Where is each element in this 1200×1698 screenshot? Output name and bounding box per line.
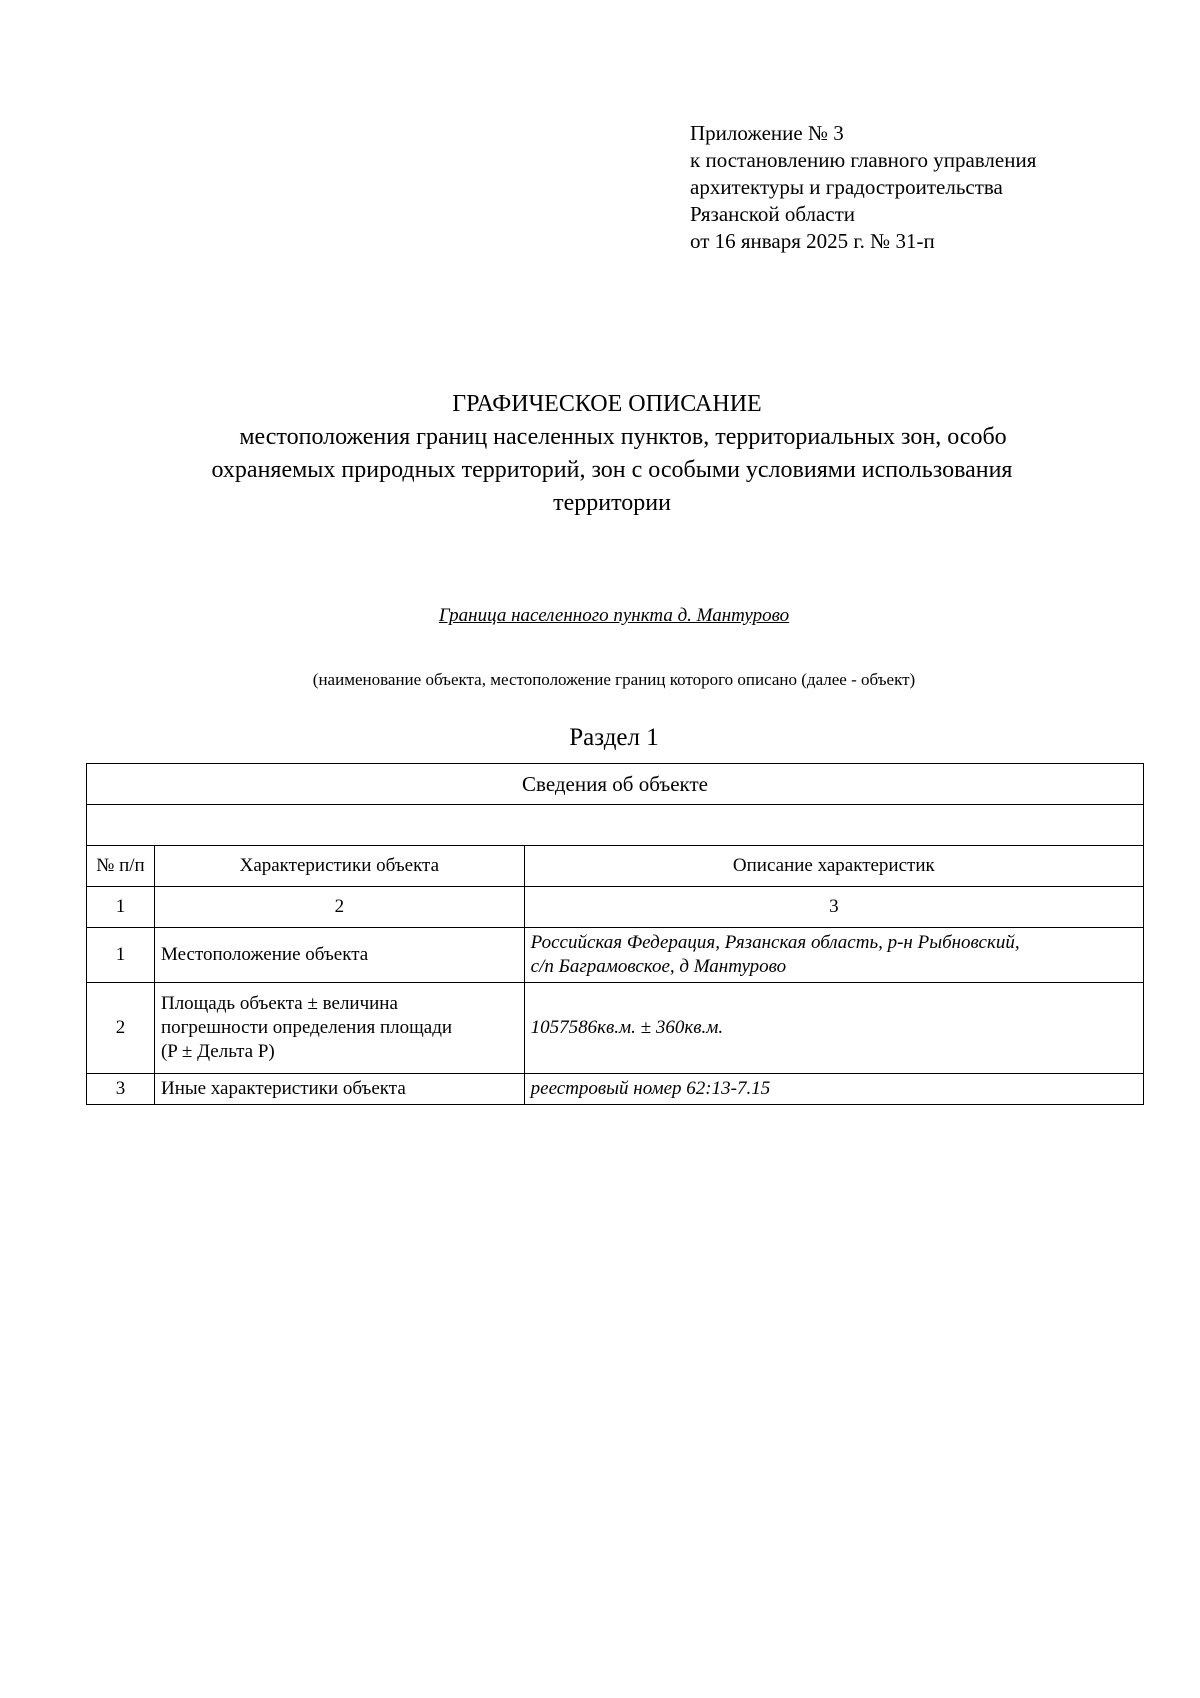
row-description: 1057586кв.м. ± 360кв.м. bbox=[524, 983, 1143, 1074]
row-characteristic-line: погрешности определения площади bbox=[160, 1017, 453, 1038]
table-header-row bbox=[87, 764, 1144, 805]
col-header-characteristic: Характеристики объекта bbox=[154, 846, 524, 887]
document-title bbox=[0, 388, 1200, 520]
title-line-4: территории bbox=[553, 490, 671, 516]
object-info-table bbox=[86, 763, 1144, 1105]
title-line-2: местоположения границ населенных пунктов, территориальных зон, особо bbox=[239, 424, 1007, 450]
column-header-row bbox=[87, 846, 1144, 887]
blank-cell bbox=[87, 805, 1144, 846]
appendix-region: Рязанской области bbox=[690, 202, 856, 226]
row-description: реестровый номер 62:13-7.15 bbox=[524, 1074, 1143, 1105]
appendix-number: Приложение № 3 bbox=[690, 121, 844, 145]
col-header-description: Описание характеристик bbox=[524, 846, 1143, 887]
col-header-number: № п/п bbox=[87, 846, 155, 887]
row-description-line: Российская Федерация, Рязанская область, р-н Рыбновский, bbox=[530, 932, 1020, 953]
row-characteristic bbox=[154, 983, 524, 1074]
table-row bbox=[87, 983, 1144, 1074]
appendix-decree: к постановлению главного управления bbox=[690, 148, 1037, 172]
row-number: 2 bbox=[87, 983, 155, 1074]
row-description-line: с/п Баграмовское, д Мантурово bbox=[530, 956, 787, 977]
row-description bbox=[524, 928, 1143, 983]
object-caption: (наименование объекта, местоположение границ которого описано (далее - объект) bbox=[312, 670, 916, 689]
row-number: 1 bbox=[87, 928, 155, 983]
title-line-3: охраняемых природных территорий, зон с особыми условиями использования bbox=[211, 457, 1013, 483]
section-title: Раздел 1 bbox=[569, 724, 659, 751]
title-line-1: ГРАФИЧЕСКОЕ ОПИСАНИЕ bbox=[452, 391, 762, 417]
col-number-2: 2 bbox=[154, 887, 524, 928]
col-number-1: 1 bbox=[87, 887, 155, 928]
table-blank-row bbox=[87, 805, 1144, 846]
table-row bbox=[87, 928, 1144, 983]
row-characteristic-line: (P ± Дельта P) bbox=[160, 1041, 275, 1062]
row-number: 3 bbox=[87, 1074, 155, 1105]
table-row bbox=[87, 1074, 1144, 1105]
row-characteristic: Местоположение объекта bbox=[154, 928, 524, 983]
appendix-date: от 16 января 2025 г. № 31-п bbox=[690, 229, 935, 253]
appendix-header bbox=[690, 120, 1170, 255]
col-number-3: 3 bbox=[524, 887, 1143, 928]
object-name: Граница населенного пункта д. Мантурово bbox=[438, 605, 790, 626]
row-characteristic: Иные характеристики объекта bbox=[154, 1074, 524, 1105]
table-header: Сведения об объекте bbox=[87, 764, 1144, 805]
column-number-row bbox=[87, 887, 1144, 928]
appendix-authority: архитектуры и градостроительства bbox=[690, 175, 1003, 199]
row-characteristic-line: Площадь объекта ± величина bbox=[160, 993, 398, 1014]
